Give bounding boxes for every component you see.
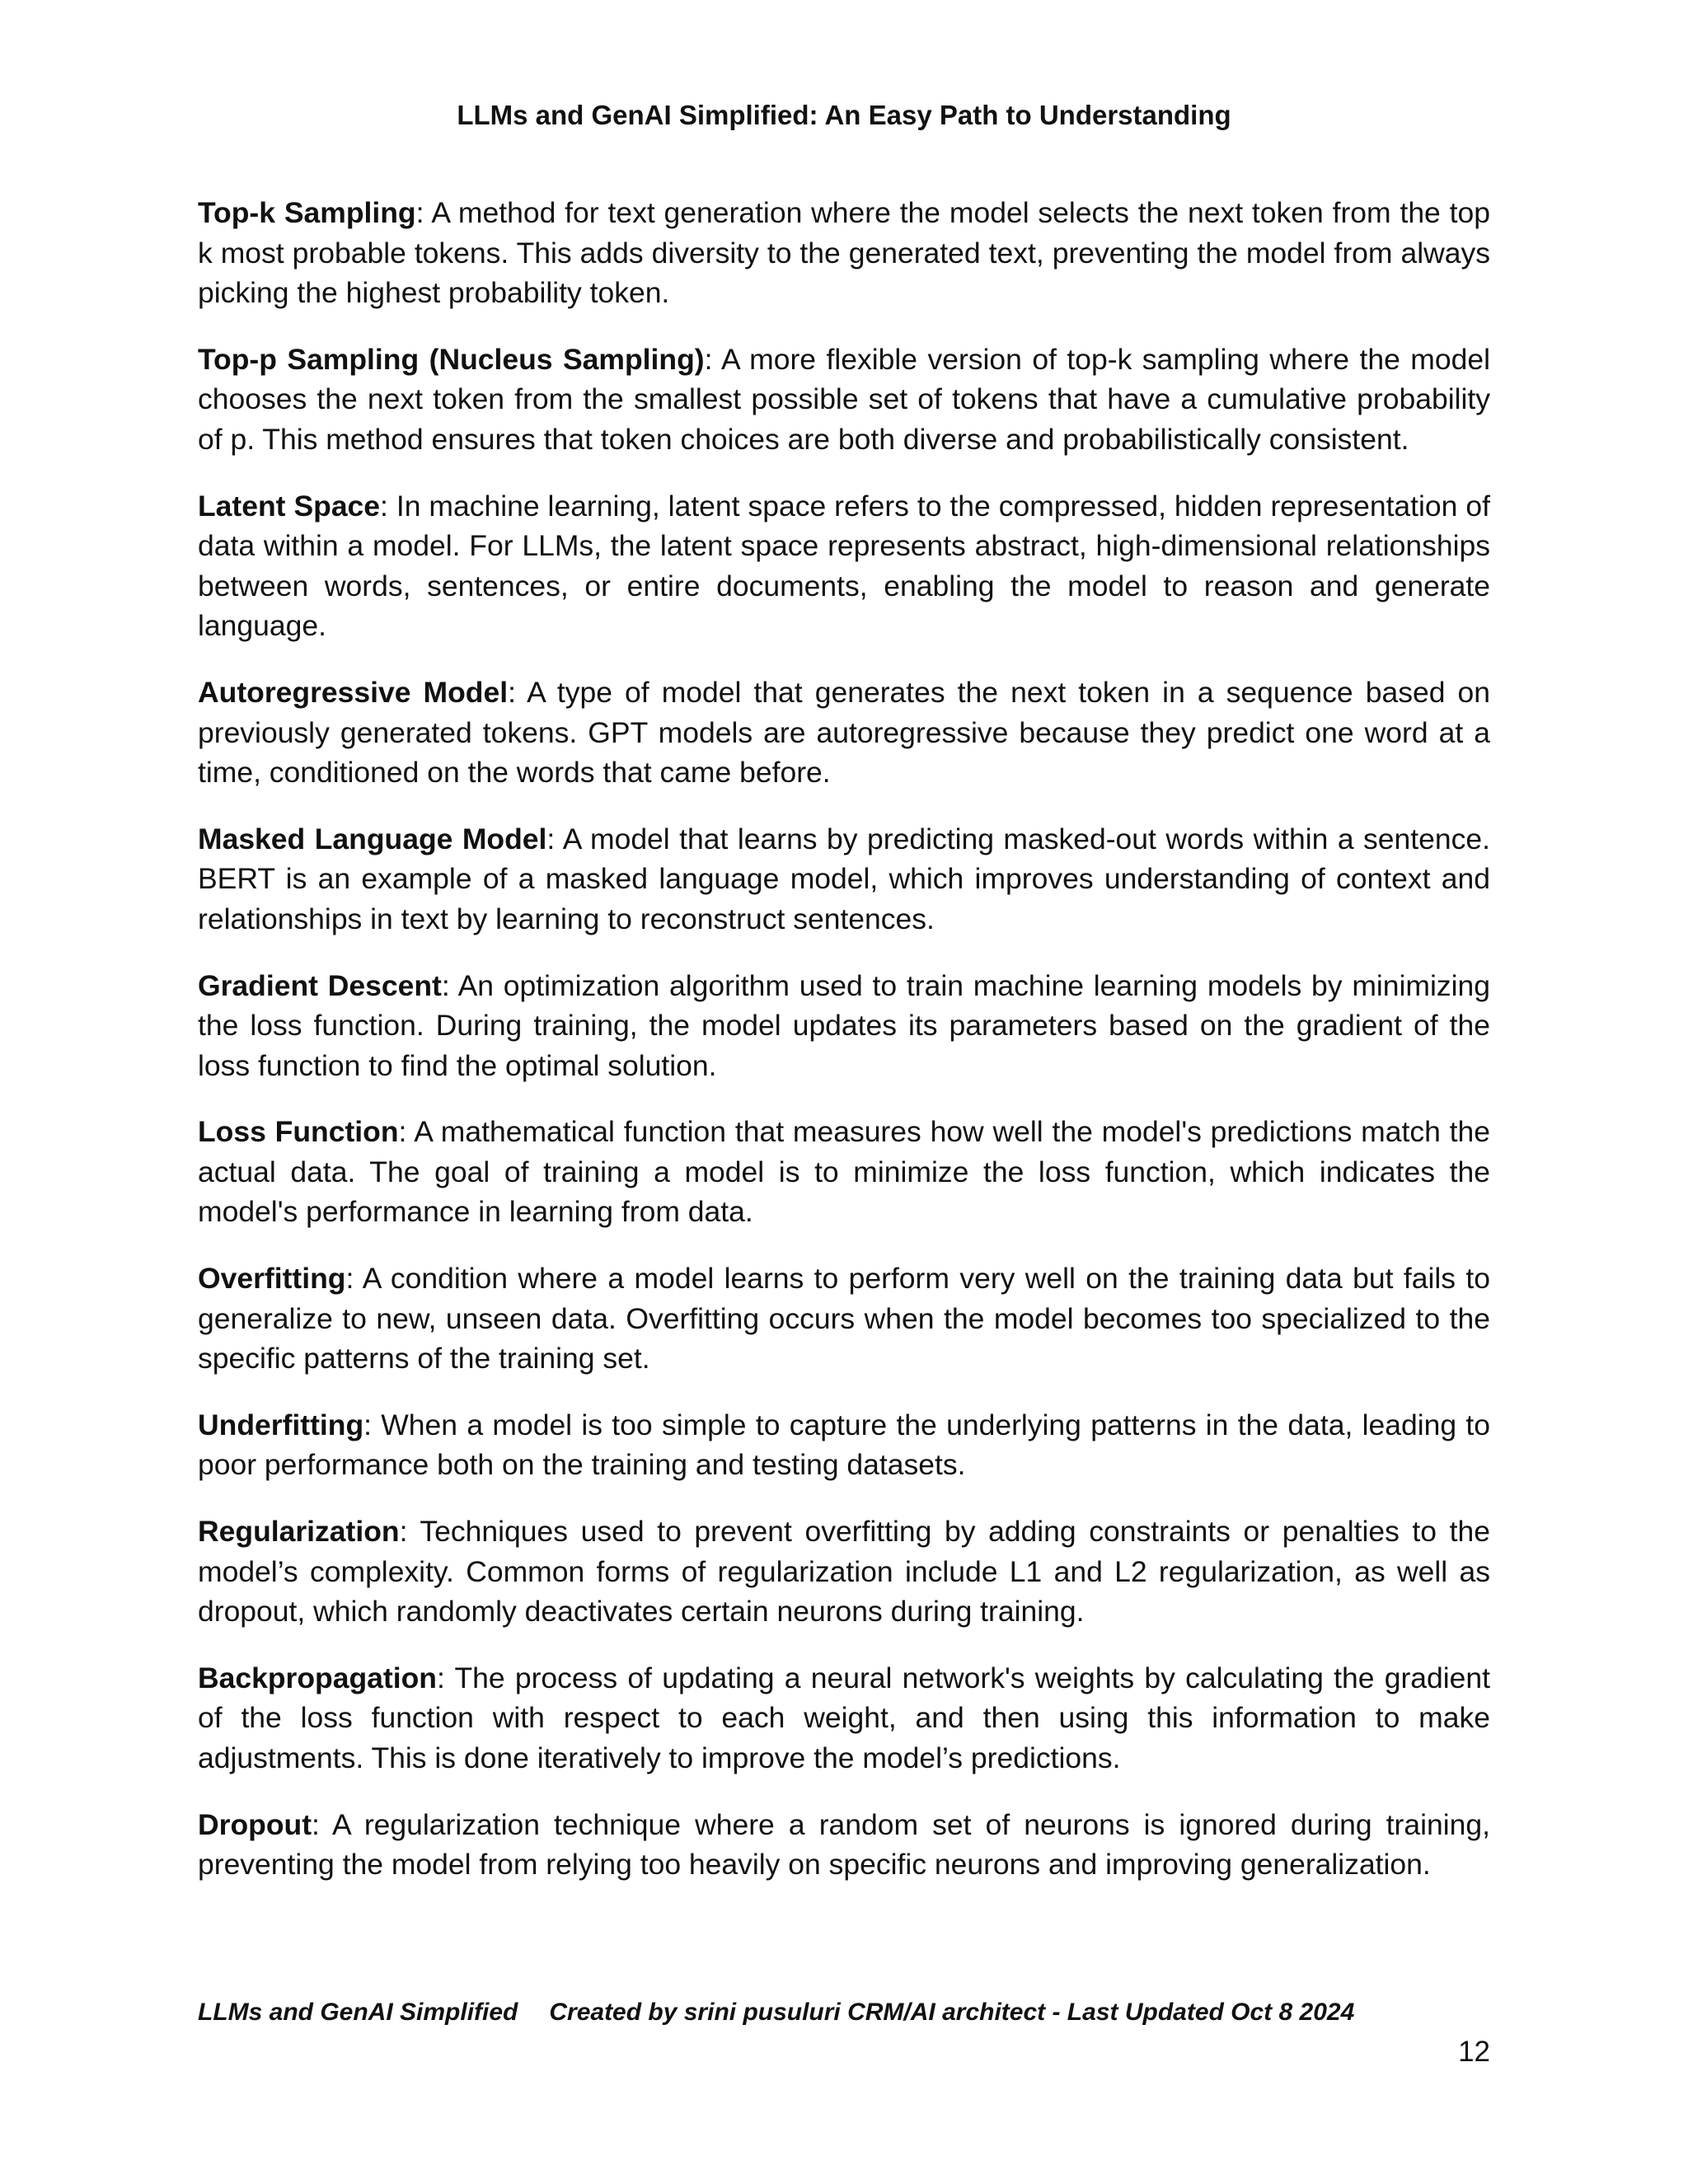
page-header: LLMs and GenAI Simplified: An Easy Path to Understanding bbox=[457, 100, 1231, 130]
glossary-definition: : An optimization algorithm used to train machine learning models by minimizing the loss function. During training, the model updates its parameters based on the gradient of the loss function to find the optimal solution. bbox=[198, 968, 1490, 1082]
glossary-term: Gradient Descent bbox=[198, 968, 442, 1002]
glossary-entry-loss-function bbox=[198, 1112, 1490, 1232]
glossary-definition: : A condition where a model learns to perform very well on the training data but fails to generalize to new, unseen data. Overfitting occurs when the model becomes too specialized to the specific patterns of the training set. bbox=[198, 1262, 1490, 1376]
glossary-content bbox=[198, 193, 1490, 1911]
glossary-term: Top-p Sampling (Nucleus Sampling) bbox=[198, 342, 705, 376]
glossary-entry-backpropagation bbox=[198, 1658, 1490, 1779]
page-footer bbox=[198, 1996, 1354, 2029]
glossary-definition: : The process of updating a neural network's weights by calculating the gradient of the loss function with respect to each weight, and then using this information to make adjustments. This is done iteratively to improve the model’s predictions. bbox=[198, 1661, 1490, 1774]
glossary-definition: : When a model is too simple to capture the underlying patterns in the data, leading to poor performance both on the training and testing datasets. bbox=[198, 1408, 1490, 1482]
glossary-term: Underfitting bbox=[198, 1408, 364, 1441]
glossary-entry-top-p-sampling bbox=[198, 340, 1490, 460]
glossary-term: Loss Function bbox=[198, 1115, 399, 1149]
glossary-entry-overfitting bbox=[198, 1258, 1490, 1379]
glossary-term: Backpropagation bbox=[198, 1661, 437, 1694]
glossary-entry-regularization bbox=[198, 1511, 1490, 1632]
glossary-definition: : A type of model that generates the next token in a sequence based on previously generated tokens. GPT models are autoregressive because they predict one word at a time, conditioned on the words that came before. bbox=[198, 675, 1490, 790]
glossary-definition: : A regularization technique where a random set of neurons is ignored during training, preventing the model from relying too heavily on specific neurons and improving generalization. bbox=[198, 1807, 1490, 1882]
glossary-definition: : A more flexible version of top-k sampling where the model chooses the next token from the smallest possible set of tokens that have a cumulative probability of p. This method ensures that token choices are both diverse and probabilistically consistent. bbox=[198, 342, 1490, 456]
glossary-term: Dropout bbox=[198, 1807, 312, 1841]
glossary-entry-dropout bbox=[198, 1805, 1490, 1885]
glossary-entry-gradient-descent bbox=[198, 966, 1490, 1086]
glossary-term: Top-k Sampling bbox=[198, 196, 416, 229]
glossary-entry-top-k-sampling bbox=[198, 193, 1490, 313]
glossary-definition: : Techniques used to prevent overfitting by adding constraints or penalties to the model’s complexity. Common forms of regularization include L1 and L2 regularization, as well as dropout, which randomly deactivates certain neurons during training. bbox=[198, 1515, 1490, 1629]
glossary-definition: : In machine learning, latent space refers to the compressed, hidden representation of data within a model. For LLMs, the latent space represents abstract, high-dimensional relationships between words, sentences, or entire documents, enabling the model to reason and generate language. bbox=[198, 489, 1490, 643]
footer-credit: Created by srini pusuluri CRM/AI architect - Last Updated Oct 8 2024 bbox=[549, 1999, 1355, 2026]
glossary-term: Regularization bbox=[198, 1515, 400, 1549]
glossary-term: Autoregressive Model bbox=[198, 675, 509, 709]
footer-book-title: LLMs and GenAI Simplified bbox=[198, 1999, 518, 2026]
glossary-term: Latent Space bbox=[198, 489, 381, 523]
glossary-term: Masked Language Model bbox=[198, 822, 547, 855]
glossary-definition: : A model that learns by predicting masked-out words within a sentence. BERT is an example of a masked language model, which improves understanding of context and relationships in text by learning to reconstruct sentences. bbox=[198, 822, 1490, 935]
glossary-entry-underfitting bbox=[198, 1405, 1490, 1485]
glossary-entry-autoregressive-model bbox=[198, 673, 1490, 793]
glossary-term: Overfitting bbox=[198, 1262, 346, 1296]
glossary-definition: : A mathematical function that measures how well the model's predictions match the actual data. The goal of training a model is to minimize the loss function, which indicates the model's performance in learning from data. bbox=[198, 1115, 1490, 1229]
glossary-definition: : A method for text generation where the model selects the next token from the top k most probable tokens. This adds diversity to the generated text, preventing the model from always picking the highest probability token. bbox=[198, 196, 1490, 310]
glossary-entry-latent-space bbox=[198, 486, 1490, 646]
page-number: 12 bbox=[1458, 2036, 1490, 2068]
glossary-entry-masked-language-model bbox=[198, 819, 1490, 940]
